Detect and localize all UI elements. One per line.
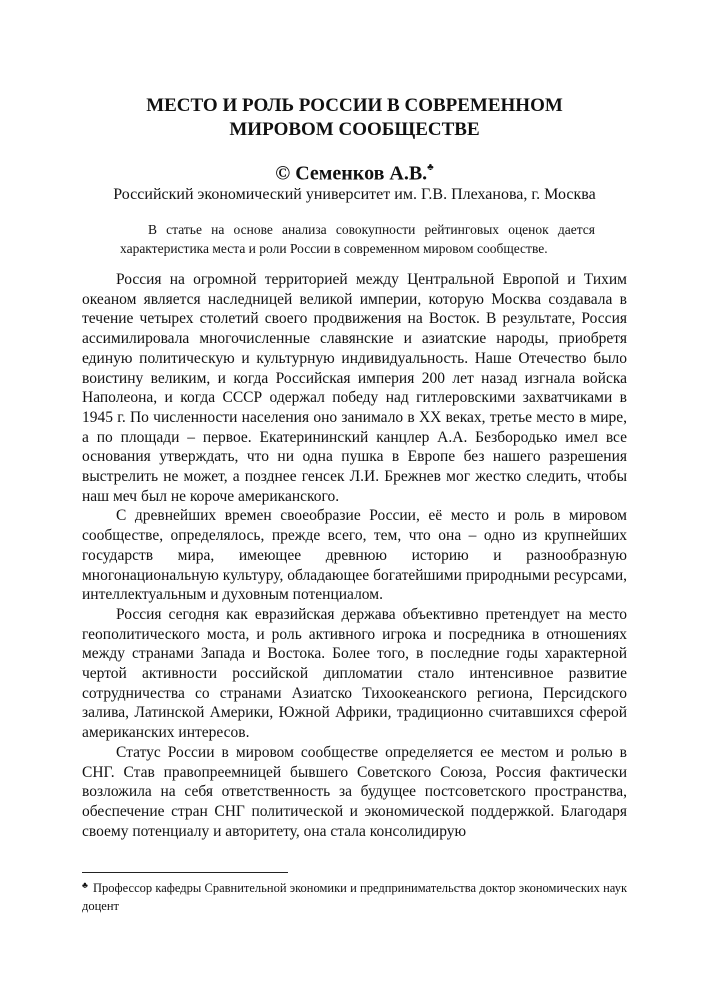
body-paragraph: Россия сегодня как евразийская держава объективно претендует на место геополитического моста, и роль активного игрока и посредника в отношениях между странами Запада и Востока. Более того, в последние годы характерной чертой активности российской дипломатии стало интенсивное развитие сотрудничества со странами Азиатско Тихоокеанского региона, Персидского залива, Латинской Америки, Южной Африки, традиционно считавшихся сферой американских интересов. [82, 605, 627, 742]
footnote [82, 880, 627, 915]
author-name: © Семенков А.В. [275, 162, 428, 185]
article-body [82, 270, 627, 841]
abstract: В статье на основе анализа совокупности рейтинговых оценок дается характеристика места и роли России в современном мировом сообществе. [120, 222, 595, 256]
footnote-text: Профессор кафедры Сравнительной экономики и предпринимательства доктор экономических наук доцент [82, 881, 628, 913]
body-paragraph: С древнейших времен своеобразие России, её место и роль в мировом сообществе, определялось, прежде всего, тем, что она – одно из крупнейших государств мира, имеющее древнюю историю и разнообразную многонациональную культуру, обладающее богатейшими природными ресурсами, интеллектуальным и духовным потенциалом. [82, 507, 627, 604]
title-line-2: МИРОВОМ СООБЩЕСТВЕ [229, 119, 480, 140]
title-line-1: МЕСТО И РОЛЬ РОССИИ В СОВРЕМЕННОМ [146, 95, 563, 116]
author-affiliation: Российский экономический университет им. Г.В. Плеханова, г. Москва [113, 186, 596, 203]
footnote-separator [82, 872, 288, 873]
body-paragraph: Россия на огромной территорией между Центральной Европой и Тихим океаном является наследницей великой империи, которую Москва создавала в течение четырех столетий своего продвижения на Восток. В результате, Россия ассимилировала многочисленные славянские и азиатские народы, приобретя единую политическую и культурную индивидуальность. Наше Отечество было воистину великим, и когда Российская империя 200 лет назад изгнала войска Наполеона, и когда СССР одержал победу над гитлеровскими захватчиками в 1945 г. По численности населения оно занимало в XX веках, третье место в мире, а по площади – первое. Екатерининский канцлер А.А. Безбородько имел все основания утверждать, что ни одна пушка в Европе без нашего разрешения выстрелить не может, а позднее генсек Л.И. Брежнев мог жестко следить, чтобы наш меч был не короче американского. [82, 271, 627, 505]
footnote-mark: ♣ [82, 880, 89, 890]
author-line [0, 158, 709, 186]
author-footnote-mark: ♣ [427, 162, 434, 173]
article-title [0, 94, 709, 142]
body-paragraph: Статус России в мировом сообществе определяется ее местом и ролью в СНГ. Став правопреемницей бывшего Советского Союза, Россия фактически возложила на себя ответственность за будущее постсоветского пространства, обеспечение стран СНГ политической и экономической поддержкой. Благодаря своему потенциалу и авторитету, она стала консолидирую [82, 743, 627, 840]
